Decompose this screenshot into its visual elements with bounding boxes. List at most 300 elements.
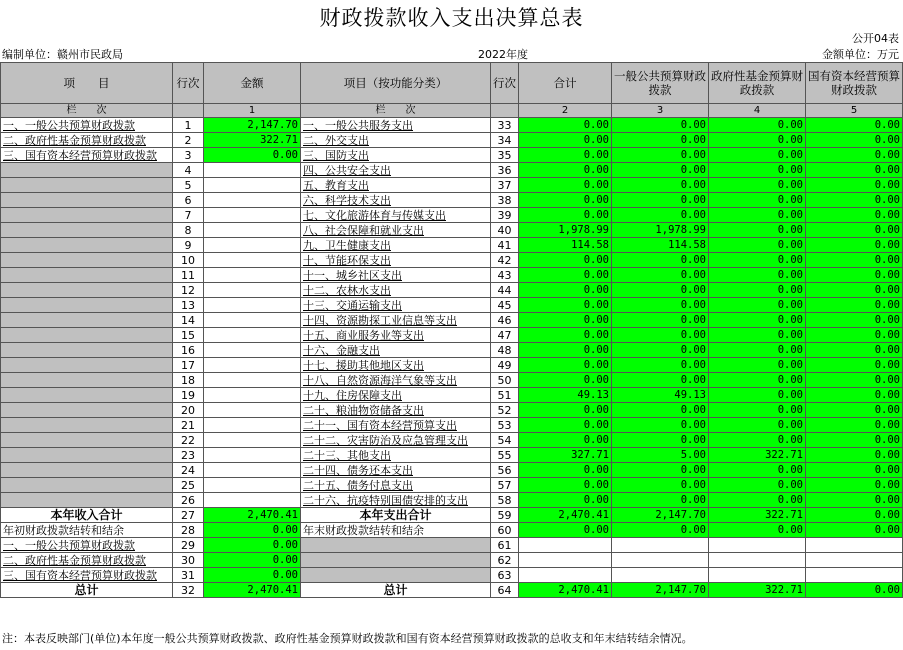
- income-item: [1, 433, 173, 448]
- total-value: 2,470.41: [519, 508, 612, 523]
- income-amount: [204, 448, 301, 463]
- total-value: 0.00: [519, 118, 612, 133]
- header-total: 合计: [519, 63, 612, 104]
- income-amount: 2,470.41: [204, 508, 301, 523]
- row-number: 33: [491, 118, 519, 133]
- table-row: [1, 238, 903, 253]
- state-capital-value: 0.00: [806, 373, 903, 388]
- state-capital-value: 0.00: [806, 493, 903, 508]
- row-number: 29: [173, 538, 204, 553]
- gov-fund-value: 0.00: [709, 523, 806, 538]
- row-number: 39: [491, 208, 519, 223]
- table-row: [1, 493, 903, 508]
- income-item: [1, 478, 173, 493]
- income-item: [1, 388, 173, 403]
- general-value: 0.00: [612, 403, 709, 418]
- income-amount: [204, 358, 301, 373]
- expense-item: 十、节能环保支出: [301, 253, 491, 268]
- header-item-by-func: 项目（按功能分类）: [301, 63, 491, 104]
- expense-item: 十六、金融支出: [301, 343, 491, 358]
- total-value: 2,470.41: [519, 583, 612, 598]
- total-value: [519, 538, 612, 553]
- gov-fund-value: 0.00: [709, 358, 806, 373]
- income-item: [1, 253, 173, 268]
- gov-fund-value: 0.00: [709, 163, 806, 178]
- total-value: 0.00: [519, 253, 612, 268]
- general-value: 0.00: [612, 133, 709, 148]
- row-number: 6: [173, 193, 204, 208]
- row-number: 43: [491, 268, 519, 283]
- general-value: 0.00: [612, 328, 709, 343]
- gov-fund-value: 0.00: [709, 223, 806, 238]
- state-capital-value: 0.00: [806, 343, 903, 358]
- expense-item: 本年支出合计: [301, 508, 491, 523]
- income-item: [1, 343, 173, 358]
- row-number: 48: [491, 343, 519, 358]
- row-number: 20: [173, 403, 204, 418]
- gov-fund-value: 0.00: [709, 268, 806, 283]
- row-number: 21: [173, 418, 204, 433]
- general-value: 0.00: [612, 463, 709, 478]
- header-row: [1, 63, 903, 104]
- row-number: 41: [491, 238, 519, 253]
- general-value: 49.13: [612, 388, 709, 403]
- row-number: 4: [173, 163, 204, 178]
- income-amount: [204, 433, 301, 448]
- state-capital-value: 0.00: [806, 523, 903, 538]
- gov-fund-value: 0.00: [709, 298, 806, 313]
- row-number: 15: [173, 328, 204, 343]
- row-number: 35: [491, 148, 519, 163]
- state-capital-value: 0.00: [806, 448, 903, 463]
- general-value: 0.00: [612, 523, 709, 538]
- income-item: 一、一般公共预算财政拨款: [1, 118, 173, 133]
- gov-fund-value: 0.00: [709, 343, 806, 358]
- expense-item: 二十五、债务付息支出: [301, 478, 491, 493]
- row-number: 34: [491, 133, 519, 148]
- gov-fund-value: 0.00: [709, 118, 806, 133]
- table-row: [1, 208, 903, 223]
- general-value: 0.00: [612, 478, 709, 493]
- row-number: 30: [173, 553, 204, 568]
- row-number: 51: [491, 388, 519, 403]
- year-label: 2022年度: [478, 48, 528, 61]
- row-number: 40: [491, 223, 519, 238]
- gov-fund-value: 0.00: [709, 313, 806, 328]
- state-capital-value: 0.00: [806, 133, 903, 148]
- state-capital-value: 0.00: [806, 163, 903, 178]
- gov-fund-value: 0.00: [709, 178, 806, 193]
- income-item: 年初财政拨款结转和结余: [1, 523, 173, 538]
- income-item: [1, 268, 173, 283]
- expense-item: 九、卫生健康支出: [301, 238, 491, 253]
- total-value: 0.00: [519, 493, 612, 508]
- expense-item: 二十、粮油物资储备支出: [301, 403, 491, 418]
- expense-item: 一、一般公共服务支出: [301, 118, 491, 133]
- state-capital-value: 0.00: [806, 508, 903, 523]
- income-amount: [204, 208, 301, 223]
- general-value: 0.00: [612, 193, 709, 208]
- income-item: 本年收入合计: [1, 508, 173, 523]
- total-value: 0.00: [519, 403, 612, 418]
- row-number: 31: [173, 568, 204, 583]
- row-number: 37: [491, 178, 519, 193]
- table-row: [1, 478, 903, 493]
- state-capital-value: 0.00: [806, 418, 903, 433]
- row-number: 53: [491, 418, 519, 433]
- summary-row: [1, 523, 903, 538]
- table-row: [1, 133, 903, 148]
- gov-fund-value: 0.00: [709, 328, 806, 343]
- gov-fund-value: 0.00: [709, 493, 806, 508]
- state-capital-value: 0.00: [806, 403, 903, 418]
- income-item: [1, 448, 173, 463]
- lanci-4: 4: [709, 104, 806, 118]
- header-state-capital: 国有资本经营预算财政拨款: [806, 63, 903, 104]
- row-number: 10: [173, 253, 204, 268]
- state-capital-value: 0.00: [806, 148, 903, 163]
- expense-item: 总计: [301, 583, 491, 598]
- income-item: 二、政府性基金预算财政拨款: [1, 553, 173, 568]
- row-number: 32: [173, 583, 204, 598]
- expense-item: 六、科学技术支出: [301, 193, 491, 208]
- income-item: 一、一般公共预算财政拨款: [1, 538, 173, 553]
- gov-fund-value: [709, 553, 806, 568]
- general-value: 0.00: [612, 163, 709, 178]
- income-item: [1, 223, 173, 238]
- expense-item: 十三、交通运输支出: [301, 298, 491, 313]
- income-item: [1, 418, 173, 433]
- row-number: 55: [491, 448, 519, 463]
- row-number: 28: [173, 523, 204, 538]
- general-value: 0.00: [612, 373, 709, 388]
- income-amount: [204, 163, 301, 178]
- table-row: [1, 253, 903, 268]
- income-amount: [204, 373, 301, 388]
- row-number: 8: [173, 223, 204, 238]
- table-row: [1, 463, 903, 478]
- general-value: 0.00: [612, 418, 709, 433]
- income-item: [1, 283, 173, 298]
- income-amount: [204, 388, 301, 403]
- expense-item: [301, 553, 491, 568]
- general-value: 5.00: [612, 448, 709, 463]
- income-amount: 0.00: [204, 523, 301, 538]
- general-value: 2,147.70: [612, 583, 709, 598]
- lanci-label-2: 栏 次: [301, 104, 491, 118]
- lanci-label: 栏 次: [1, 104, 173, 118]
- lanci-blank-2: [491, 104, 519, 118]
- income-item: [1, 493, 173, 508]
- expense-item: 十四、资源勘探工业信息等支出: [301, 313, 491, 328]
- general-value: [612, 568, 709, 583]
- general-value: 0.00: [612, 178, 709, 193]
- general-value: 0.00: [612, 493, 709, 508]
- total-value: 0.00: [519, 133, 612, 148]
- total-value: 0.00: [519, 328, 612, 343]
- income-amount: 2,470.41: [204, 583, 301, 598]
- expense-item: 二十六、抗疫特别国债安排的支出: [301, 493, 491, 508]
- general-value: 114.58: [612, 238, 709, 253]
- income-item: [1, 163, 173, 178]
- total-value: 0.00: [519, 373, 612, 388]
- income-item: [1, 358, 173, 373]
- income-item: [1, 298, 173, 313]
- row-number: 12: [173, 283, 204, 298]
- gov-fund-value: 0.00: [709, 388, 806, 403]
- income-amount: 2,147.70: [204, 118, 301, 133]
- gov-fund-value: 0.00: [709, 238, 806, 253]
- total-value: 0.00: [519, 358, 612, 373]
- row-number: 49: [491, 358, 519, 373]
- state-capital-value: [806, 538, 903, 553]
- general-value: 0.00: [612, 343, 709, 358]
- row-number: 11: [173, 268, 204, 283]
- row-number: 54: [491, 433, 519, 448]
- expense-item: 十九、住房保障支出: [301, 388, 491, 403]
- income-amount: [204, 328, 301, 343]
- gov-fund-value: 0.00: [709, 283, 806, 298]
- general-value: 0.00: [612, 283, 709, 298]
- expense-item: 八、社会保障和就业支出: [301, 223, 491, 238]
- table-row: [1, 178, 903, 193]
- row-number: 5: [173, 178, 204, 193]
- state-capital-value: 0.00: [806, 298, 903, 313]
- row-number: 58: [491, 493, 519, 508]
- lanci-5: 5: [806, 104, 903, 118]
- total-value: 114.58: [519, 238, 612, 253]
- table-row: [1, 223, 903, 238]
- total-value: 0.00: [519, 193, 612, 208]
- general-value: 0.00: [612, 208, 709, 223]
- income-amount: [204, 298, 301, 313]
- income-amount: [204, 313, 301, 328]
- page-title: 财政拨款收入支出决算总表: [319, 6, 584, 30]
- table-row: [1, 403, 903, 418]
- header-gov-fund: 政府性基金预算财政拨款: [709, 63, 806, 104]
- row-number: 50: [491, 373, 519, 388]
- gov-fund-value: 0.00: [709, 208, 806, 223]
- gov-fund-value: 0.00: [709, 193, 806, 208]
- general-value: 0.00: [612, 298, 709, 313]
- total-value: 0.00: [519, 163, 612, 178]
- state-capital-value: 0.00: [806, 433, 903, 448]
- state-capital-value: 0.00: [806, 283, 903, 298]
- header-general: 一般公共预算财政拨款: [612, 63, 709, 104]
- gov-fund-value: 0.00: [709, 148, 806, 163]
- state-capital-value: 0.00: [806, 253, 903, 268]
- income-amount: 0.00: [204, 553, 301, 568]
- row-number: 45: [491, 298, 519, 313]
- row-number: 52: [491, 403, 519, 418]
- table-row: [1, 388, 903, 403]
- row-number: 18: [173, 373, 204, 388]
- row-number: 44: [491, 283, 519, 298]
- gov-fund-value: 0.00: [709, 433, 806, 448]
- balance-row: [1, 553, 903, 568]
- row-number: 61: [491, 538, 519, 553]
- gov-fund-value: 0.00: [709, 478, 806, 493]
- total-value: 0.00: [519, 463, 612, 478]
- lanci-2: 2: [519, 104, 612, 118]
- table-row: [1, 298, 903, 313]
- table-row: [1, 328, 903, 343]
- state-capital-value: 0.00: [806, 313, 903, 328]
- total-value: 0.00: [519, 298, 612, 313]
- total-value: 0.00: [519, 523, 612, 538]
- state-capital-value: 0.00: [806, 328, 903, 343]
- gov-fund-value: 0.00: [709, 373, 806, 388]
- gov-fund-value: 322.71: [709, 448, 806, 463]
- row-number: 42: [491, 253, 519, 268]
- income-amount: [204, 403, 301, 418]
- row-number: 13: [173, 298, 204, 313]
- general-value: 0.00: [612, 148, 709, 163]
- income-item: [1, 403, 173, 418]
- table-row: [1, 343, 903, 358]
- header-item: 项 目: [1, 63, 173, 104]
- income-item: [1, 178, 173, 193]
- total-value: [519, 568, 612, 583]
- expense-item: 七、文化旅游体育与传媒支出: [301, 208, 491, 223]
- table-row: [1, 313, 903, 328]
- expense-item: [301, 538, 491, 553]
- general-value: 0.00: [612, 313, 709, 328]
- state-capital-value: 0.00: [806, 478, 903, 493]
- total-value: 0.00: [519, 148, 612, 163]
- income-item: [1, 238, 173, 253]
- expense-item: 二十三、其他支出: [301, 448, 491, 463]
- income-amount: 0.00: [204, 148, 301, 163]
- total-value: 0.00: [519, 208, 612, 223]
- balance-row: [1, 568, 903, 583]
- total-value: 49.13: [519, 388, 612, 403]
- row-number: 24: [173, 463, 204, 478]
- state-capital-value: 0.00: [806, 193, 903, 208]
- total-value: 327.71: [519, 448, 612, 463]
- income-item: 三、国有资本经营预算财政拨款: [1, 148, 173, 163]
- summary-row: [1, 583, 903, 598]
- row-number: 62: [491, 553, 519, 568]
- state-capital-value: 0.00: [806, 178, 903, 193]
- total-value: [519, 553, 612, 568]
- income-item: [1, 328, 173, 343]
- income-amount: [204, 253, 301, 268]
- income-item: [1, 193, 173, 208]
- unit-label: 编制单位：赣州市民政局: [2, 48, 123, 61]
- gov-fund-value: 0.00: [709, 418, 806, 433]
- table-row: [1, 418, 903, 433]
- general-value: 0.00: [612, 358, 709, 373]
- footnote: 注：本表反映部门(单位)本年度一般公共预算财政拨款、政府性基金预算财政拨款和国有资本经营预算财政拨款的总收支和年末结转结余情况。: [2, 632, 693, 645]
- table-row: [1, 148, 903, 163]
- general-value: [612, 553, 709, 568]
- income-item: [1, 463, 173, 478]
- expense-item: 二十二、灾害防治及应急管理支出: [301, 433, 491, 448]
- income-amount: [204, 238, 301, 253]
- row-number: 64: [491, 583, 519, 598]
- row-number: 17: [173, 358, 204, 373]
- total-value: 0.00: [519, 418, 612, 433]
- table-row: [1, 268, 903, 283]
- expense-item: 十八、自然资源海洋气象等支出: [301, 373, 491, 388]
- row-number: 36: [491, 163, 519, 178]
- table-row: [1, 358, 903, 373]
- income-amount: [204, 463, 301, 478]
- money-unit-label: 金额单位：万元: [822, 48, 899, 61]
- expense-item: 年末财政拨款结转和结余: [301, 523, 491, 538]
- row-number: 9: [173, 238, 204, 253]
- table-row: [1, 163, 903, 178]
- column-index-row: [1, 104, 903, 118]
- balance-row: [1, 538, 903, 553]
- expense-item: 十七、援助其他地区支出: [301, 358, 491, 373]
- income-amount: 0.00: [204, 538, 301, 553]
- lanci-blank: [173, 104, 204, 118]
- total-value: 0.00: [519, 268, 612, 283]
- income-item: [1, 208, 173, 223]
- state-capital-value: 0.00: [806, 118, 903, 133]
- income-amount: [204, 223, 301, 238]
- income-amount: [204, 343, 301, 358]
- header-row-no-2: 行次: [491, 63, 519, 104]
- general-value: 2,147.70: [612, 508, 709, 523]
- total-value: 0.00: [519, 478, 612, 493]
- state-capital-value: 0.00: [806, 208, 903, 223]
- summary-row: [1, 508, 903, 523]
- lanci-3: 3: [612, 104, 709, 118]
- income-amount: [204, 418, 301, 433]
- table-row: [1, 118, 903, 133]
- gov-fund-value: 322.71: [709, 583, 806, 598]
- general-value: 0.00: [612, 433, 709, 448]
- gov-fund-value: 0.00: [709, 133, 806, 148]
- income-amount: 322.71: [204, 133, 301, 148]
- state-capital-value: 0.00: [806, 268, 903, 283]
- total-value: 0.00: [519, 178, 612, 193]
- expense-item: 五、教育支出: [301, 178, 491, 193]
- general-value: 0.00: [612, 253, 709, 268]
- row-number: 3: [173, 148, 204, 163]
- expense-item: 十五、商业服务业等支出: [301, 328, 491, 343]
- state-capital-value: [806, 553, 903, 568]
- state-capital-value: 0.00: [806, 223, 903, 238]
- total-value: 0.00: [519, 343, 612, 358]
- row-number: 25: [173, 478, 204, 493]
- income-amount: [204, 283, 301, 298]
- income-amount: [204, 478, 301, 493]
- total-value: 0.00: [519, 313, 612, 328]
- gov-fund-value: 0.00: [709, 463, 806, 478]
- row-number: 59: [491, 508, 519, 523]
- income-amount: [204, 268, 301, 283]
- gov-fund-value: 322.71: [709, 508, 806, 523]
- expense-item: 三、国防支出: [301, 148, 491, 163]
- expense-item: 四、公共安全支出: [301, 163, 491, 178]
- row-number: 14: [173, 313, 204, 328]
- row-number: 46: [491, 313, 519, 328]
- income-item: 三、国有资本经营预算财政拨款: [1, 568, 173, 583]
- row-number: 19: [173, 388, 204, 403]
- lanci-1: 1: [204, 104, 301, 118]
- gov-fund-value: 0.00: [709, 253, 806, 268]
- state-capital-value: [806, 568, 903, 583]
- expense-item: [301, 568, 491, 583]
- row-number: 38: [491, 193, 519, 208]
- income-amount: [204, 493, 301, 508]
- row-number: 63: [491, 568, 519, 583]
- income-item: [1, 313, 173, 328]
